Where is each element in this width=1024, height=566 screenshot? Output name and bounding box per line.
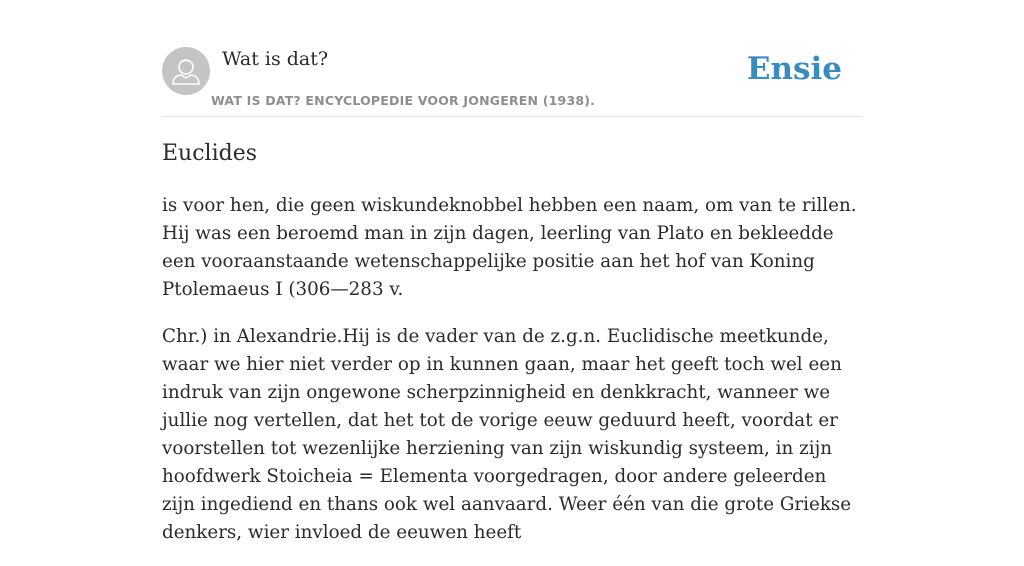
source-header [162, 46, 862, 117]
entry-paragraph: Chr.) in Alexandrie.Hij is de vader van de z.g.n. Euclidische meetkunde, waar we hier niet verder op in kunnen gaan, maar het geeft toch wel een indruk van zijn ongewone scherpzinnigheid en denkkracht, wanneer we jullie nog vertellen, dat het tot de vorige eeuw geduurd heeft, voordat er voorstellen tot wezenlijke herziening van zijn wiskundig systeem, in zijn hoofdwerk Stoicheia = Elementa voorgedragen, door andere geleerden zijn ingediend en thans ook wel aanvaard. Weer één van die grote Griekse denkers, wier invloed de eeuwen heeft [162, 326, 852, 543]
entry-paragraph: is voor hen, die geen wiskundeknobbel hebben een naam, om van te rillen. Hij was een beroemd man in zijn dagen, leerling van Plato en bekleedde een vooraanstaande wetenschappelijke positie aan het hof van Koning Ptolemaeus I (306—283 v. [162, 195, 857, 300]
brand-logo-link[interactable]: Ensie [746, 51, 842, 87]
user-icon [162, 47, 210, 95]
entry-title: Euclides [162, 141, 258, 166]
source-title[interactable]: Wat is dat? [222, 48, 329, 70]
entry-content [162, 192, 862, 566]
source-subtitle[interactable]: WAT IS DAT? ENCYCLOPEDIE VOOR JONGEREN (1938). [211, 93, 596, 108]
